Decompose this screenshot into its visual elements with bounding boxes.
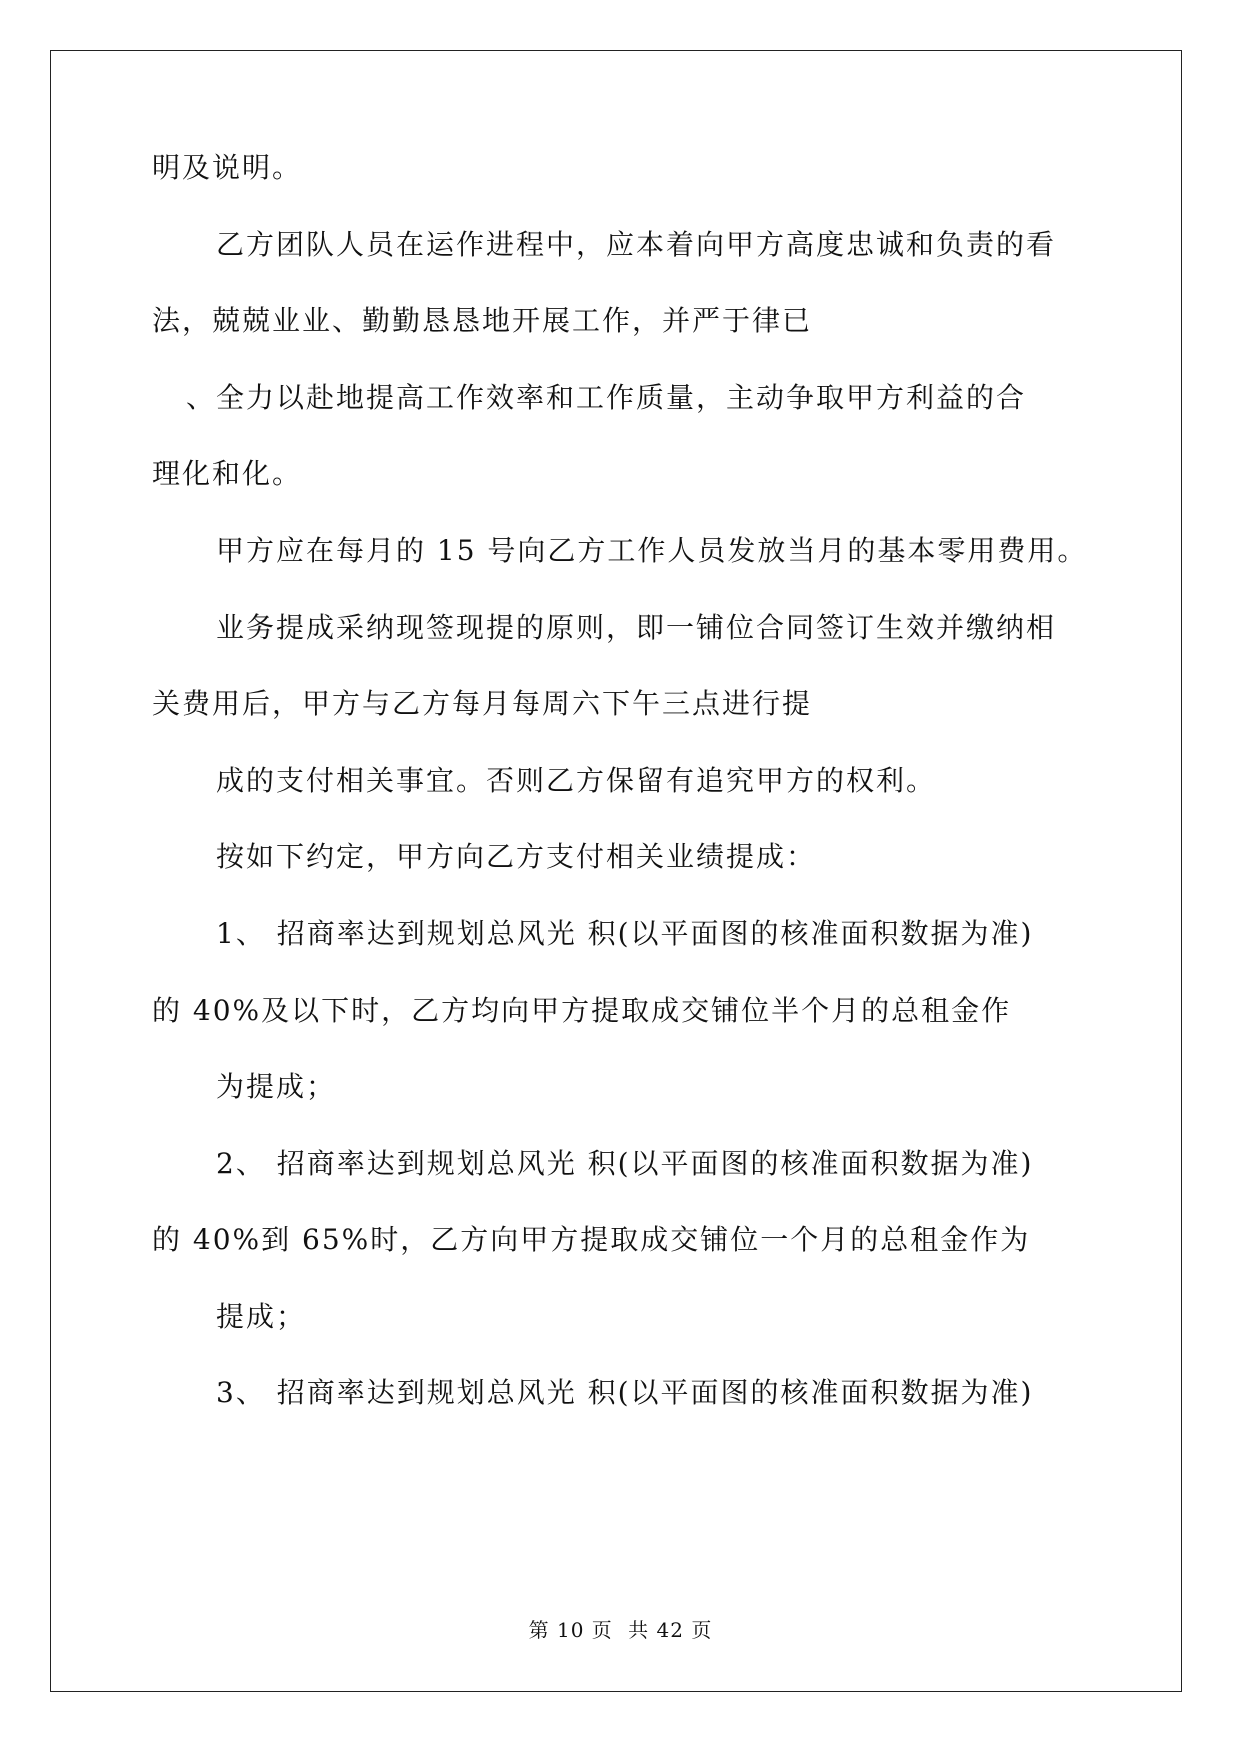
total-pages: 共 42 页 — [628, 1618, 713, 1642]
text-line: 的 40%及以下时，乙方均向甲方提取成交铺位半个月的总租金作 — [152, 994, 1012, 1027]
text-line: 1、 招商率达到规划总风光 积(以平面图的核准面积数据为准) — [216, 917, 1034, 950]
text-line: 、全力以赴地提高工作效率和工作质量，主动争取甲方利益的合 — [186, 381, 1027, 414]
text-line: 成的支付相关事宜。否则乙方保留有追究甲方的权利。 — [216, 764, 937, 797]
text-line: 乙方团队人员在运作进程中，应本着向甲方高度忠诚和负责的看 — [216, 228, 1057, 261]
text-line: 的 40%到 65%时，乙方向甲方提取成交铺位一个月的总租金作为 — [152, 1223, 1031, 1256]
text-line: 2、 招商率达到规划总风光 积(以平面图的核准面积数据为准) — [216, 1147, 1034, 1180]
text-line: 业务提成采纳现签现提的原则，即一铺位合同签订生效并缴纳相 — [216, 611, 1057, 644]
page-footer — [0, 1614, 1241, 1643]
text-line: 提成； — [216, 1300, 307, 1333]
text-line: 关费用后，甲方与乙方每月每周六下午三点进行提 — [152, 687, 813, 720]
text-line: 按如下约定，甲方向乙方支付相关业绩提成： — [216, 840, 817, 873]
text-line: 3、 招商率达到规划总风光 积(以平面图的核准面积数据为准) — [216, 1376, 1034, 1409]
text-line: 甲方应在每月的 15 号向乙方工作人员发放当月的基本零用费用。 — [216, 534, 1088, 567]
text-line: 理化和化。 — [152, 457, 303, 490]
text-line: 法，兢兢业业、勤勤恳恳地开展工作，并严于律已 — [152, 304, 813, 337]
text-line: 为提成； — [216, 1070, 337, 1103]
page-number: 第 10 页 — [528, 1618, 613, 1642]
text-line: 明及说明。 — [152, 151, 303, 184]
